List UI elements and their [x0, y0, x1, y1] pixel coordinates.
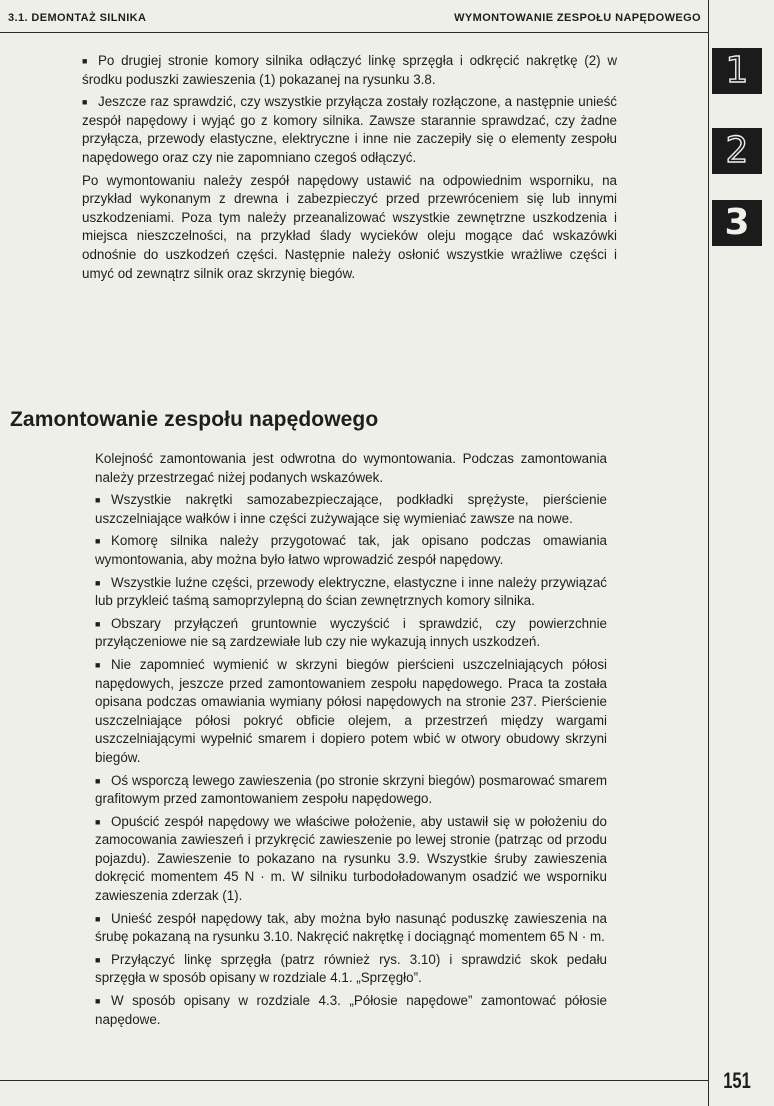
paragraph [82, 52, 617, 89]
page-number: 151 [723, 1068, 751, 1093]
paragraph-text: Oś wsporczą lewego zawieszenia (po stronie skrzyni biegów) posmarować smarem grafitowym przed zamontowaniem zespołu napędowego. [95, 772, 607, 807]
paragraph [95, 615, 607, 652]
bullet-icon: ■ [82, 97, 88, 108]
paragraph-text: Wszystkie luźne części, przewody elektryczne, elastyczne i inne należy przywiązać lub przykleić taśmą samoprzylepną do ścian zewnętrznych komory silnika. [95, 574, 607, 609]
chapter-tab-3: 3 [712, 200, 762, 246]
paragraph-text: Wszystkie nakrętki samozabezpieczające, podkładki sprężyste, pierścienie uszczelniające wałków i inne części zużywające się wymieniać zawsze na nowe. [95, 492, 607, 526]
chapter-tab-2: 2 [712, 128, 762, 174]
margin-rule [708, 0, 709, 1106]
paragraph [95, 450, 607, 487]
paragraph [82, 93, 617, 167]
bullet-icon: ■ [95, 816, 101, 827]
bullet-icon: ■ [82, 56, 88, 66]
paragraph-text: Po wymontowaniu należy zespół napędowy ustawić na odpowiednim wsporniku, na przykład wykonanym z drewna i zabezpieczyć przed przewróceniem się lub innymi uszkodzeniami. Poza tym należy przeanalizować wszystkie zewnętrzne uszkodzenia i miejsca nieszczelności, na przykład ślady wycieków oleju mogące dać wskazówki odnośnie do uszkodzeń części. Następnie należy osłonić wszystkie wrażliwe części i umyć od zewnątrz silnik oraz skrzynię biegów. [82, 172, 617, 281]
bullet-icon: ■ [95, 996, 101, 1007]
bullet-icon: ■ [95, 954, 101, 965]
bullet-icon: ■ [95, 536, 101, 547]
bullet-icon: ■ [95, 913, 101, 924]
chapter-tab-1: 1 [712, 48, 762, 94]
paragraph [95, 910, 607, 947]
paragraph [95, 532, 607, 569]
header-chapter: 3.1. DEMONTAŻ SILNIKA [8, 12, 147, 24]
paragraph [95, 574, 607, 611]
paragraph-text: Kolejność zamontowania jest odwrotna do wymontowania. Podczas zamontowania należy przestrzegać niżej podanych wskazówek. [95, 451, 607, 485]
section1-text [82, 52, 617, 287]
section2-title: Zamontowanie zespołu napędowego [10, 408, 379, 431]
paragraph [95, 656, 607, 768]
bullet-icon: ■ [95, 577, 101, 588]
paragraph-text: Jeszcze raz sprawdzić, czy wszystkie przyłącza zostały rozłączone, a następnie unieść zespół napędowy i wyjąć go z komory silnika. Zawsze starannie sprawdzać, czy żadne przyłącza, przewody elastyczne, elektryczne i inne nie zaczepiły się o elementy zespołu napędowego oraz czy nie zapomniano czegoś odłączyć. [82, 94, 617, 165]
header-section: WYMONTOWANIE ZESPOŁU NAPĘDOWEGO [454, 12, 701, 24]
bullet-icon: ■ [95, 659, 101, 670]
section2-text [95, 450, 607, 1033]
paragraph-text: W sposób opisany w rozdziale 4.3. „Półosie napędowe” zamontować półosie napędowe. [95, 993, 607, 1027]
paragraph-text: Przyłączyć linkę sprzęgła (patrz również rys. 3.10) i sprawdzić skok pedału sprzęgła w sposób opisany w rozdziale 4.1. „Sprzęgło”. [95, 951, 607, 986]
paragraph [95, 992, 607, 1029]
paragraph [95, 491, 607, 528]
bullet-icon: ■ [95, 618, 101, 629]
paragraph-text: Komorę silnika należy przygotować tak, jak opisano podczas omawiania wymontowania, aby można było łatwo wprowadzić zespół napędowy. [95, 533, 607, 567]
paragraph-text: Po drugiej stronie komory silnika odłączyć linkę sprzęgła i odkręcić nakrętkę (2) w środku poduszki zawieszenia (1) pokazanej na rysunku 3.8. [82, 53, 617, 87]
paragraph-text: Nie zapomnieć wymienić w skrzyni biegów pierścieni uszczelniających półosi napędowych, jeszcze przed zamontowaniem zespołu napędowego. Praca ta została opisana podczas omawiania wymiany półosi napędowych na stronie 237. Pierścienie uszczelniające półosi pokryć obficie olejem, a przestrzeń między wargami uszczelniającymi wypełnić smarem i dopiero potem wbić w otwory obudowy skrzyni biegów. [95, 656, 607, 765]
paragraph-text: Opuścić zespół napędowy we właściwe położenie, aby ustawił się w położeniu do zamocowania zawieszeń i przykręcić zawieszenie po lewej stronie (patrząc od przodu pojazdu). Zawieszenie to pokazano na rysunku 3.9. Wszystkie śruby zawieszenia dokręcić momentem 45 N · m. W silniku turbodoładowanym osadzić we wsporniku zawieszenia zderzak (1). [95, 813, 607, 904]
paragraph [82, 172, 617, 284]
footer-rule [0, 1080, 708, 1081]
paragraph [95, 772, 607, 809]
header-rule [0, 32, 708, 33]
paragraph [95, 951, 607, 988]
paragraph-text: Unieść zespół napędowy tak, aby można było nasunąć poduszkę zawieszenia na śrubę pokazaną na rysunku 3.10. Nakręcić nakrętkę i dociągnąć momentem 65 N · m. [95, 910, 607, 945]
paragraph [95, 813, 607, 906]
paragraph-text: Obszary przyłączeń gruntownie wyczyścić i sprawdzić, czy powierzchnie przyłączeniowe nie są zardzewiałe lub czy nie wykazują innych uszkodzeń. [95, 615, 607, 650]
bullet-icon: ■ [95, 495, 101, 506]
bullet-icon: ■ [95, 775, 101, 786]
